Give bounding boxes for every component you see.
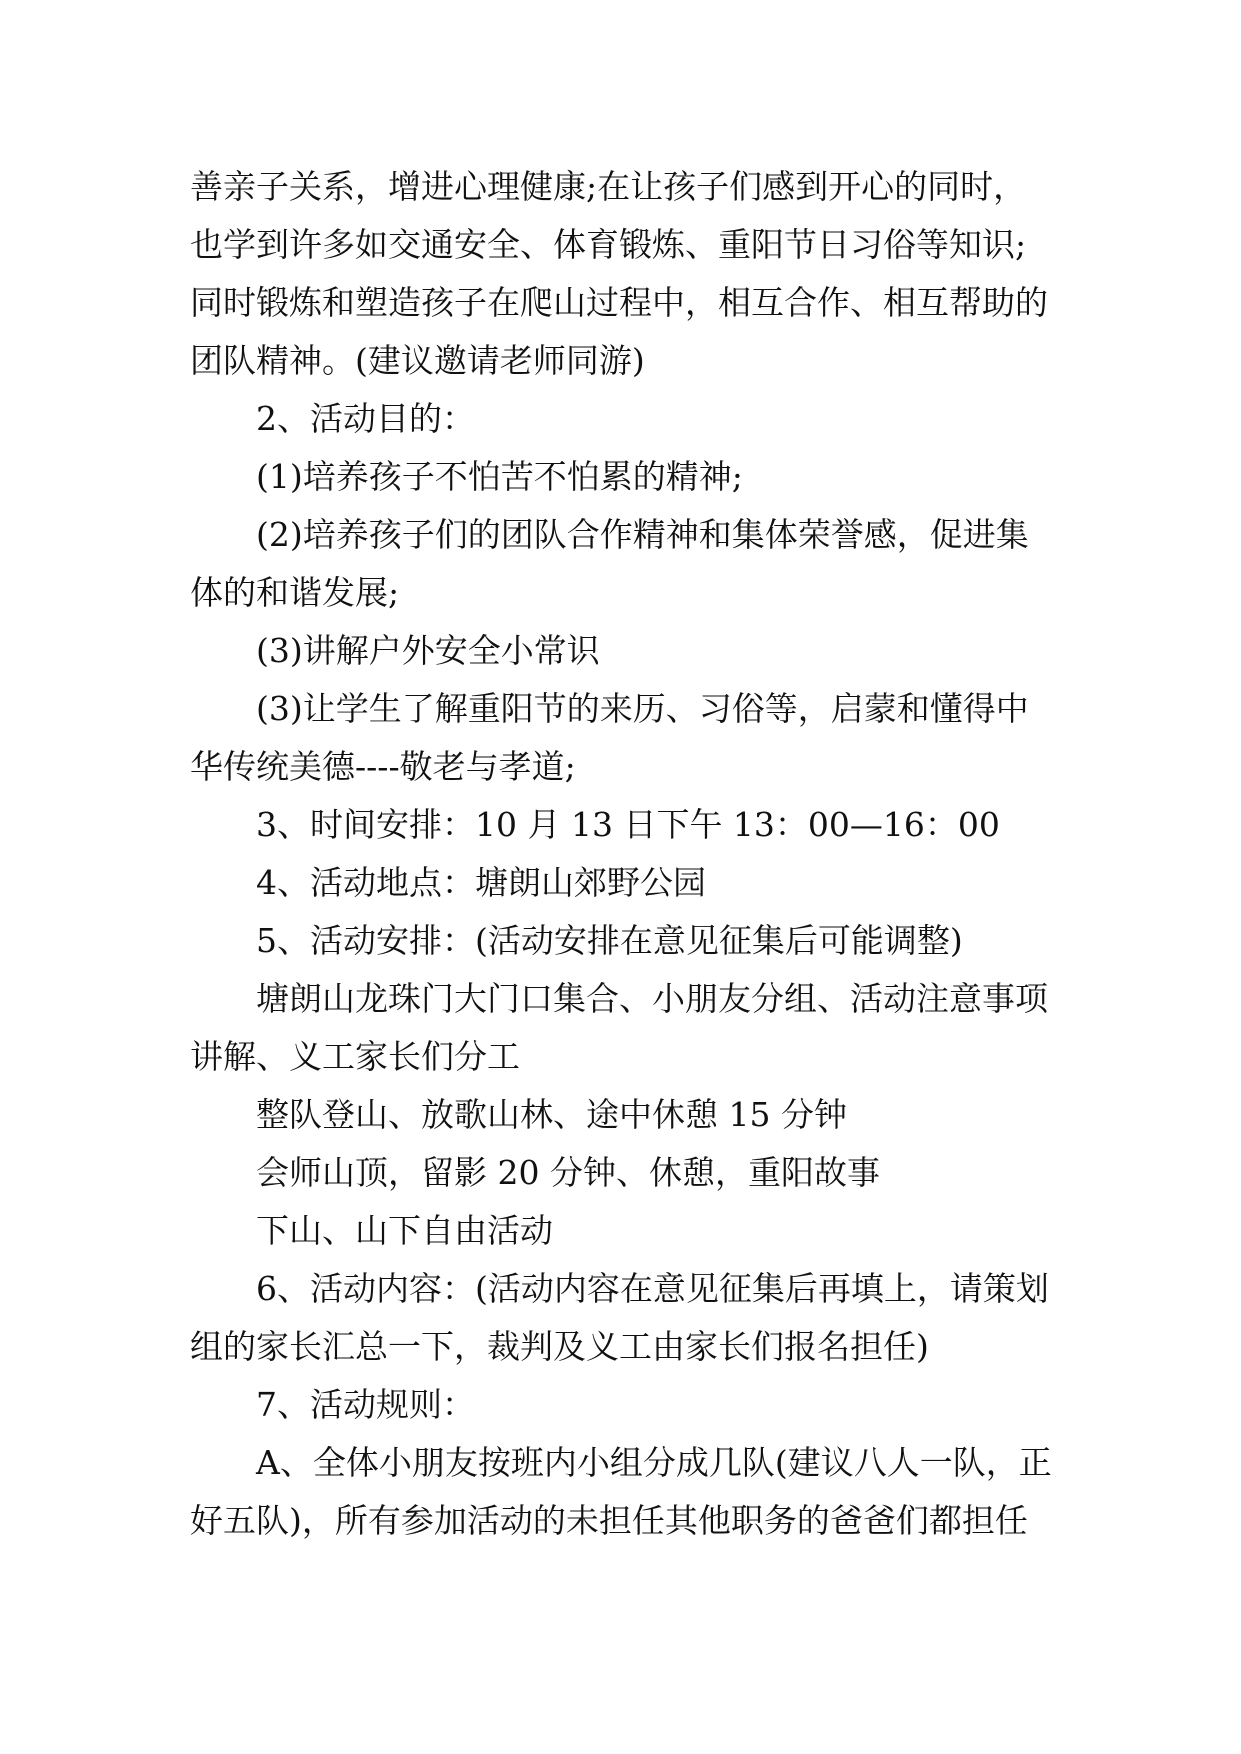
list-item: (3)让学生了解重阳节的来历、习俗等，启蒙和懂得中 (256, 689, 1029, 728)
text-line: 好五队)，所有参加活动的未担任其他职务的爸爸们都担任 (190, 1501, 1028, 1540)
section-heading-content: 6、活动内容：(活动内容在意见征集后再填上，请策划 (256, 1269, 1049, 1308)
list-item: (1)培养孩子不怕苦不怕累的精神; (256, 457, 743, 496)
list-item: (3)讲解户外安全小常识 (256, 631, 600, 670)
text-line: 也学到许多如交通安全、体育锻炼、重阳节日习俗等知识; (190, 225, 1027, 264)
text-line: 华传统美德----敬老与孝道; (190, 747, 576, 786)
schedule-item: 会师山顶，留影 20 分钟、休憩，重阳故事 (256, 1153, 880, 1192)
text-line: 讲解、义工家长们分工 (190, 1037, 520, 1076)
section-heading-location: 4、活动地点：塘朗山郊野公园 (256, 863, 706, 902)
section-heading-arrangement: 5、活动安排：(活动安排在意见征集后可能调整) (256, 921, 963, 960)
section-heading-purpose: 2、活动目的： (256, 399, 475, 438)
text-line: 团队精神。(建议邀请老师同游) (190, 341, 645, 380)
text-line: 同时锻炼和塑造孩子在爬山过程中，相互合作、相互帮助的 (190, 283, 1048, 322)
section-heading-time: 3、时间安排：10 月 13 日下午 13：00—16：00 (256, 805, 1000, 844)
list-item: (2)培养孩子们的团队合作精神和集体荣誉感，促进集 (256, 515, 1029, 554)
schedule-item: 塘朗山龙珠门大门口集合、小朋友分组、活动注意事项 (256, 979, 1048, 1018)
schedule-item: 整队登山、放歌山林、途中休憩 15 分钟 (256, 1095, 847, 1134)
document-body (190, 158, 1060, 1550)
rule-item: A、全体小朋友按班内小组分成几队(建议八人一队，正 (256, 1443, 1052, 1482)
section-heading-rules: 7、活动规则： (256, 1385, 475, 1424)
text-line: 体的和谐发展; (190, 573, 400, 612)
text-line: 组的家长汇总一下，裁判及义工由家长们报名担任) (190, 1327, 929, 1366)
schedule-item: 下山、山下自由活动 (256, 1211, 553, 1250)
text-line: 善亲子关系，增进心理健康;在让孩子们感到开心的同时， (190, 167, 1027, 206)
